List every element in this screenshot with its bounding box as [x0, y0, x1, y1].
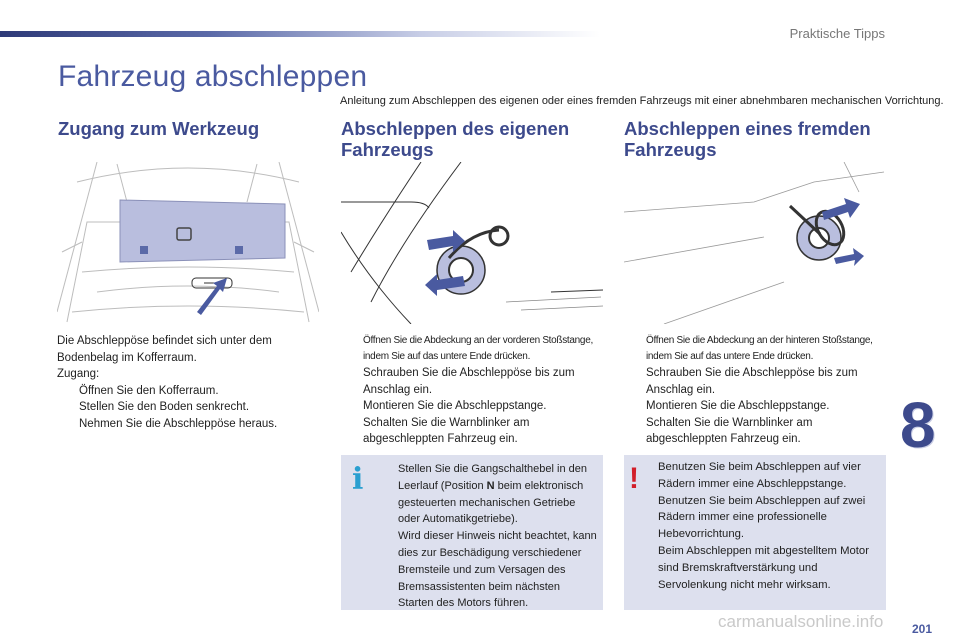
warning-icon: ! [629, 462, 639, 495]
col2-text [341, 333, 603, 448]
list-item: Schalten Sie die Warnblinker am abgeschleppten Fahrzeug ein. [646, 416, 813, 445]
page-subtitle: Anleitung zum Abschleppen des eigenen oder eines fremden Fahrzeugs mit einer abnehmbaren mechanischen Vorrichtung. [340, 95, 944, 107]
watermark: carmanualsonline.info [718, 612, 884, 631]
info-icon: i [352, 462, 364, 497]
col2-heading [341, 118, 569, 160]
page-number: 201 [912, 622, 933, 636]
col3-heading-line2: Fahrzeugs [624, 139, 717, 160]
front-bumper-illustration [341, 162, 603, 324]
list-item: Nehmen Sie die Abschleppöse heraus. [79, 417, 278, 430]
col1-heading: Zugang zum Werkzeug [58, 118, 260, 139]
list-item: Öffnen Sie den Kofferraum. [79, 384, 219, 397]
col1-intro: Die Abschleppöse befindet sich unter dem Bodenbelag im Kofferraum. [57, 335, 272, 364]
warning-line: Benutzen Sie beim Abschleppen auf vier Rädern immer eine Abschleppstange. [658, 461, 861, 490]
col1-access-label: Zugang: [57, 368, 100, 380]
info-note-warning: Wird dieser Hinweis nicht beachtet, kann dies zur Beschädigung verschiedener Bremsteile und zum Versagen des Bremsassistenten beim nächsten Starten des Motors führen. [398, 530, 597, 610]
col1-text [57, 333, 319, 432]
list-item: Öffnen Sie die Abdeckung an der vorderen Stoßstange, indem Sie auf das untere Ende drücken. [363, 335, 593, 362]
list-item: Schalten Sie die Warnblinker am abgeschleppten Fahrzeug ein. [363, 416, 530, 445]
rear-bumper-illustration [624, 162, 886, 324]
list-item: Stellen Sie die Gangschalthebel in den Leerlauf (Position N beim elektronisch gesteuerten mechanischen Getriebe oder Automatikgetriebe). [398, 463, 587, 526]
section-label: Praktische Tipps [789, 26, 885, 41]
list-item: Montieren Sie die Abschleppstange. [646, 400, 830, 412]
list-item: Stellen Sie den Boden senkrecht. [79, 401, 250, 413]
col3-heading-line1: Abschleppen eines fremden [624, 118, 871, 139]
chapter-number: 8 [900, 389, 936, 461]
warning-line: Benutzen Sie beim Abschleppen auf zwei Rädern immer eine professionelle Hebevorrichtung. [658, 494, 866, 541]
col2-heading-line1: Abschleppen des eigenen [341, 118, 570, 139]
list-item: Montieren Sie die Abschleppstange. [363, 400, 547, 412]
col3-heading [624, 118, 871, 160]
warning-line: Beim Abschleppen mit abgestelltem Motor sind Bremskraftverstärkung und Servolenkung nicht mehr wirksam. [658, 544, 869, 591]
col3-text [624, 333, 886, 448]
col2-heading-line2: Fahrzeugs [341, 139, 434, 160]
trunk-illustration [57, 162, 319, 324]
list-item: Schrauben Sie die Abschleppöse bis zum Anschlag ein. [363, 367, 575, 396]
info-note-text [376, 461, 598, 612]
list-item: Schrauben Sie die Abschleppöse bis zum Anschlag ein. [646, 367, 858, 396]
page-title: Fahrzeug abschleppen [58, 60, 368, 93]
list-item: Öffnen Sie die Abdeckung an der hinteren Stoßstange, indem Sie auf das untere Ende drücken. [646, 335, 873, 362]
header-bar [0, 31, 600, 37]
warning-note-text [658, 459, 880, 593]
